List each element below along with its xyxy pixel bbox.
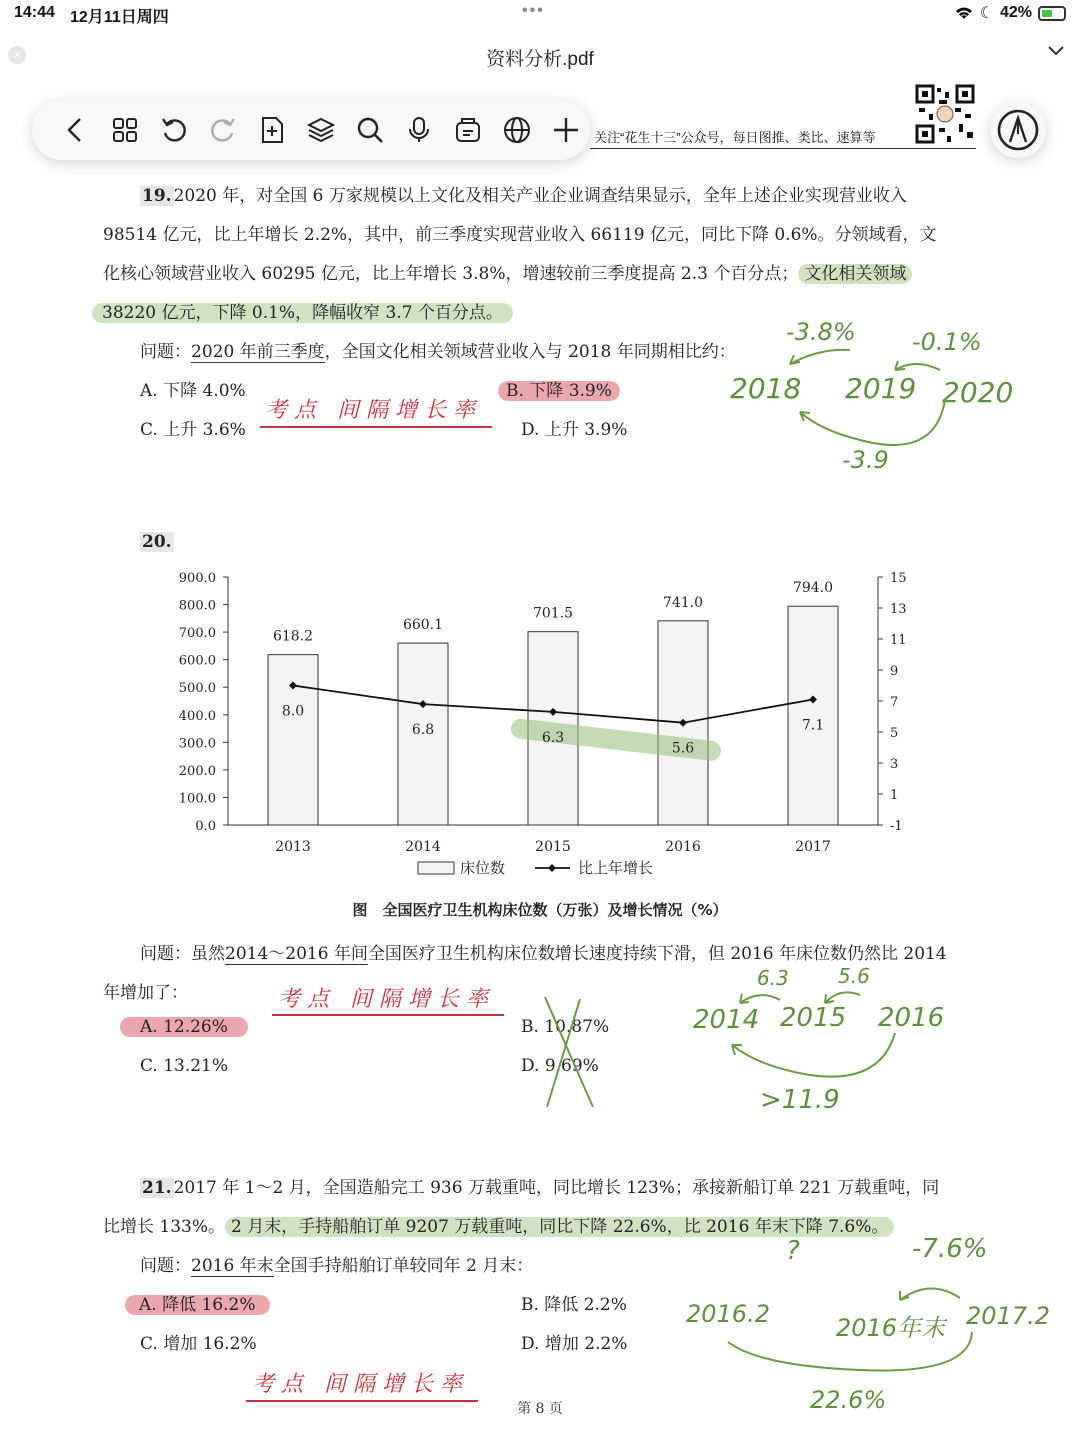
q20-note-n2: 5.6 — [838, 964, 870, 988]
q21-handwritten-label: 考点 间隔增长率 — [252, 1372, 469, 1397]
q20-option-b[interactable]: B. 10.87% — [521, 1017, 610, 1037]
q20-question-underlined: 2014～2016 年间 — [225, 944, 368, 964]
title-bar — [0, 36, 1080, 76]
q19-question-prefix: 问题： — [140, 342, 191, 362]
left-tick-label: 800.0 — [178, 598, 216, 614]
x-tick-label-2017: 2017 — [795, 839, 831, 855]
layers-icon — [306, 115, 336, 145]
left-tick-label: 400.0 — [178, 708, 216, 724]
q19-note-y2: 2019 — [845, 372, 917, 405]
q21-text-1: 2017 年 1～2 月，全国造船完工 936 万载重吨，同比增长 123%；承接新船订单 221 万载重吨，同 — [173, 1178, 940, 1198]
q19-text-3a: 化核心领域营业收入 60295 亿元，比上年增长 3.8%，增速较前三季度提高 2.3 个百分点； — [103, 264, 799, 284]
q19-question — [140, 337, 736, 362]
q21-note-n1: -7.6% — [912, 1234, 988, 1264]
q19-note-arrows — [700, 320, 1040, 490]
q20-note-arrows — [700, 975, 940, 1095]
growth-label-2015: 6.3 — [541, 729, 565, 746]
q19-question-rest: ，全国文化相关领域营业收入与 2018 年同期相比约： — [324, 342, 736, 362]
header-rule — [590, 148, 976, 149]
q20-option-c[interactable]: C. 13.21% — [140, 1056, 229, 1076]
q20-option-a-highlight: A. 12.26% — [120, 1017, 248, 1037]
redo-button[interactable] — [199, 108, 248, 152]
status-date: 12月11日周四 — [70, 9, 169, 26]
moon-icon: ☾ — [979, 5, 994, 22]
left-tick-label: 100.0 — [178, 791, 216, 807]
bar-label-2013: 618.2 — [272, 628, 314, 645]
q19-note-y3: 2020 — [942, 376, 1014, 409]
q21-note-y1: 2016.2 — [686, 1300, 770, 1328]
layers-button[interactable] — [297, 108, 346, 152]
back-icon — [61, 115, 91, 145]
q19-note-n1: -3.8% — [786, 318, 856, 346]
q19-option-d[interactable]: D. 上升 3.9% — [521, 420, 628, 440]
undo-icon — [159, 115, 189, 145]
q19-line-3 — [103, 259, 912, 284]
q19-note-n2: -0.1% — [912, 328, 982, 356]
q21-line-1 — [140, 1173, 939, 1198]
battery-icon — [1038, 6, 1066, 21]
right-tick-label: 7 — [890, 695, 899, 710]
plus-icon — [551, 115, 581, 145]
q19-note-y1: 2018 — [730, 372, 802, 405]
q20-note-y1: 2014 — [693, 1005, 760, 1035]
scan-button[interactable] — [443, 108, 492, 152]
mic-icon — [404, 115, 434, 145]
multitask-dots-icon[interactable]: ••• — [522, 2, 545, 19]
legend-bar-swatch — [418, 862, 454, 874]
q19-line-1 — [140, 181, 907, 206]
q19-question-underlined: 2020 年前三季度 — [191, 342, 325, 362]
redo-icon — [208, 115, 238, 145]
left-tick-label: 300.0 — [178, 736, 216, 752]
q19-line-2: 98514 亿元，比上年增长 2.2%，其中，前三季度实现营业收入 66119 亿元，同比下降 0.6%。分领域看，文 — [103, 225, 937, 245]
search-icon — [355, 115, 385, 145]
right-tick-label: 15 — [890, 571, 907, 586]
close-icon[interactable]: × — [8, 46, 26, 64]
q20-note-y2: 2015 — [780, 1003, 847, 1033]
bed-count-chart — [150, 560, 920, 890]
more-tools-button[interactable] — [541, 108, 590, 152]
right-tick-label: 9 — [890, 664, 899, 679]
q20-note-n1: 6.3 — [757, 966, 789, 990]
left-tick-label: 600.0 — [178, 653, 216, 669]
wifi-icon — [954, 5, 974, 21]
q21-option-a[interactable] — [125, 1290, 270, 1315]
add-page-button[interactable] — [248, 108, 297, 152]
markup-pen-button[interactable] — [990, 102, 1046, 158]
x-tick-label-2014: 2014 — [405, 839, 441, 855]
q19-option-c[interactable]: C. 上升 3.6% — [140, 420, 246, 440]
q20-note-n3: >11.9 — [760, 1085, 840, 1115]
thumbnails-button[interactable] — [101, 108, 150, 152]
q21-line-2 — [103, 1212, 894, 1237]
q21-question — [140, 1251, 533, 1276]
q21-question-underlined: 2016 年末 — [191, 1256, 274, 1276]
q20-line — [140, 532, 174, 552]
right-tick-label: 11 — [890, 633, 907, 648]
q20-question-b: 全国医疗卫生机构床位数增长速度持续下滑，但 2016 年床位数仍然比 2014 — [367, 944, 947, 964]
q20-handwritten-label: 考点 间隔增长率 — [278, 987, 495, 1012]
q21-highlight: 2 月末，手持船舶订单 9207 万载重吨，同比下降 22.6%，比 2016 年末下降 7.6%。 — [225, 1217, 894, 1237]
q20-question-a: 问题：虽然 — [140, 944, 225, 964]
q19-highlight-a: 文化相关领域 — [798, 264, 912, 284]
add-page-icon — [257, 115, 287, 145]
q19-line-4 — [92, 298, 513, 323]
chart-caption: 图 全国医疗卫生机构床位数（万张）及增长情况（%） — [352, 901, 728, 919]
growth-label-2016: 5.6 — [671, 740, 695, 757]
q19-number: 19. — [142, 186, 172, 206]
q20-crossout-marks — [535, 995, 605, 1115]
q20-question-1 — [140, 939, 947, 964]
q19-option-b-highlight: B. 下降 3.9% — [498, 381, 620, 401]
q20-number: 20. — [142, 532, 172, 552]
q21-note-arrows — [700, 1270, 1020, 1390]
growth-label-2017: 7.1 — [801, 717, 825, 734]
x-tick-label-2016: 2016 — [665, 839, 701, 855]
x-tick-label-2013: 2013 — [275, 839, 311, 855]
globe-icon — [502, 115, 532, 145]
q19-handwritten-underline — [260, 426, 492, 428]
scan-icon — [453, 115, 483, 145]
bar-label-2017: 794.0 — [792, 580, 834, 597]
q19-note-n3: -3.9 — [842, 446, 889, 474]
q21-note-n3: 22.6% — [810, 1386, 887, 1414]
q21-question-prefix: 问题： — [140, 1256, 191, 1276]
left-tick-label: 0.0 — [195, 819, 216, 834]
x-tick-label-2015: 2015 — [535, 839, 571, 855]
q21-question-rest: 全国手持船舶订单较同年 2 月末： — [273, 1256, 534, 1276]
q21-number: 21. — [142, 1178, 172, 1198]
mic-button[interactable] — [394, 108, 443, 152]
left-tick-label: 900.0 — [178, 571, 216, 586]
search-button[interactable] — [345, 108, 394, 152]
back-button[interactable] — [52, 108, 101, 152]
pen-tip-icon — [996, 108, 1040, 152]
q21-text-2a: 比增长 133%。 — [103, 1217, 226, 1237]
markup-toolbar — [32, 100, 590, 160]
right-tick-label: 13 — [890, 602, 907, 617]
left-tick-label: 700.0 — [178, 626, 216, 642]
q21-note-y3: 2017.2 — [966, 1302, 1050, 1330]
legend-bar-label: 床位数 — [460, 859, 506, 877]
qr-code-icon — [915, 84, 975, 144]
bar-2017 — [788, 606, 838, 825]
legend-line-label: 比上年增长 — [578, 859, 654, 877]
undo-button[interactable] — [150, 108, 199, 152]
growth-label-2013: 8.0 — [281, 703, 305, 720]
right-tick-label: -1 — [890, 819, 903, 834]
q21-option-a-highlight: A. 降低 16.2% — [125, 1295, 270, 1315]
right-tick-label: 5 — [890, 726, 899, 741]
q21-option-d[interactable]: D. 增加 2.2% — [521, 1334, 628, 1354]
q19-highlight-b: 38220 亿元，下降 0.1%，降幅收窄 3.7 个百分点。 — [92, 303, 513, 323]
q19-option-b[interactable] — [498, 376, 620, 401]
q19-text-1: 2020 年，对全国 6 万家规模以上文化及相关产业企业调查结果显示，全年上述企业实现营业收入 — [173, 186, 907, 206]
left-tick-label: 500.0 — [178, 681, 216, 697]
q19-handwritten-label: 考点 间隔增长率 — [265, 398, 482, 423]
q20-option-a[interactable] — [120, 1017, 248, 1037]
growth-label-2014: 6.8 — [411, 722, 435, 739]
q21-note-question: ? — [786, 1236, 800, 1266]
left-tick-label: 200.0 — [178, 763, 216, 779]
q20-handwritten-underline — [272, 1014, 504, 1016]
q19-option-a[interactable]: A. 下降 4.0% — [140, 381, 246, 401]
bar-2013 — [268, 655, 318, 825]
status-time: 14:44 — [14, 4, 55, 21]
chevron-down-icon[interactable] — [1046, 44, 1066, 58]
status-bar — [0, 0, 1080, 28]
grid-icon — [110, 115, 140, 145]
right-tick-label: 1 — [890, 788, 899, 803]
q20-option-d[interactable]: D. 9.69% — [521, 1056, 599, 1076]
bar-label-2015: 701.5 — [532, 605, 574, 622]
q21-option-b[interactable]: B. 降低 2.2% — [521, 1295, 627, 1315]
bar-label-2016: 741.0 — [662, 594, 704, 611]
q21-option-c[interactable]: C. 增加 16.2% — [140, 1334, 257, 1354]
q20-question-2: 年增加了： — [103, 983, 188, 1003]
translate-button[interactable] — [492, 108, 541, 152]
document-title: 资料分析.pdf — [486, 49, 594, 70]
bar-label-2014: 660.1 — [402, 617, 444, 634]
q21-note-y2: 2016年末 — [836, 1314, 946, 1342]
right-tick-label: 3 — [890, 757, 899, 772]
battery-percent: 42% — [999, 4, 1032, 21]
header-note: 关注“花生十三”公众号，每日图推、类比、速算等 — [594, 130, 876, 145]
legend-line-marker — [548, 864, 556, 872]
page-number: 第 8 页 — [517, 1401, 563, 1417]
q20-note-y3: 2016 — [878, 1003, 945, 1033]
